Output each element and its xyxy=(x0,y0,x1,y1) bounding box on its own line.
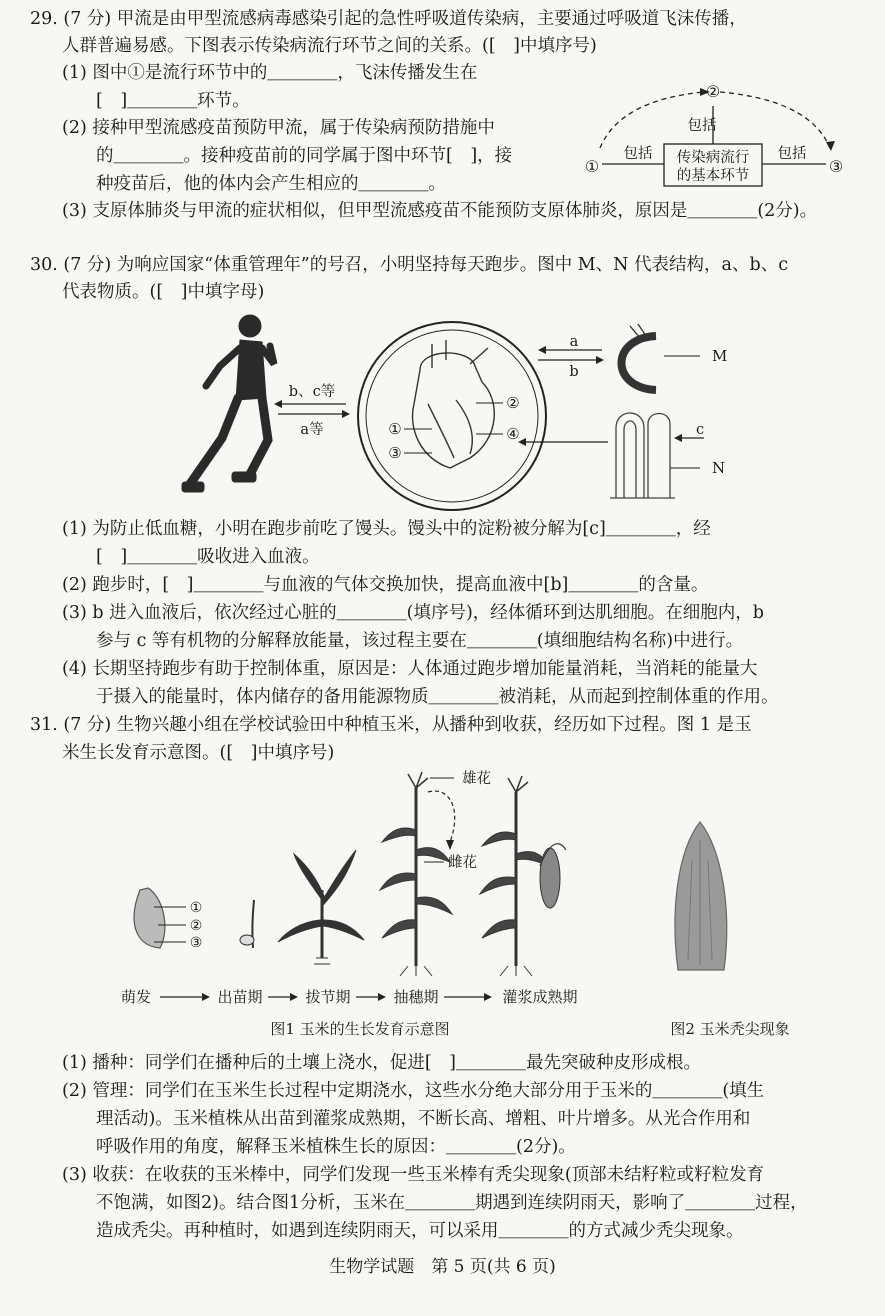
stage-arrowhead-3 xyxy=(378,993,386,1001)
corn-ear-bald-tip xyxy=(675,822,727,970)
heart-label-3: ③ xyxy=(388,444,402,462)
label-a-etc: a等 xyxy=(300,422,324,438)
corn-young-plant xyxy=(278,850,364,964)
q31-part3-line2: 不饱满，如图2)。结合图1分析，玉米在＿＿＿＿期遇到连续阴雨天，影响了＿＿＿＿过程， xyxy=(96,1193,808,1213)
heart-outer-ring xyxy=(358,322,546,510)
include-right-label: 包括 xyxy=(777,146,807,162)
node-1: ① xyxy=(584,157,600,176)
stage-emergence: 出苗期 xyxy=(217,988,263,1006)
q29-part2-line3: 种疫苗后，他的体内会产生相应的＿＿＿＿。 xyxy=(96,174,446,194)
q30-part3-line2: 参与 c 等有机物的分解释放能量，该过程主要在＿＿＿＿(填细胞结构名称)中进行。 xyxy=(96,631,744,651)
corn-seed xyxy=(134,888,165,948)
heart-label-4: ④ xyxy=(506,425,520,443)
q29-part2-line1: (2) 接种甲型流感疫苗预防甲流，属于传染病预防措施中 xyxy=(62,118,495,138)
q31-part2-line2: 理活动)。玉米植株从出苗到灌浆成熟期，不断长高、增粗、叶片增多。从光合作用和 xyxy=(96,1109,751,1129)
heart-illustration xyxy=(413,340,495,468)
label-b-c-etc: b、c等 xyxy=(288,384,336,400)
arrow-in-head xyxy=(342,410,350,418)
label-female-flower: 雌花 xyxy=(448,855,477,871)
alveolus-M xyxy=(622,336,657,390)
villus-N xyxy=(610,413,675,498)
q29-stem-line2: 人群普遍易感。下图表示传染病流行环节之间的关系。([ ]中填序号) xyxy=(62,36,597,56)
q30-stem-line1: 30. (7 分) 为响应国家“体重管理年”的号召，小明坚持每天跑步。图中 M、N 代表结构，a、b、c xyxy=(30,255,788,275)
label-c: c xyxy=(695,422,705,438)
q31-part3-line3: 造成秃尖。再种植时，如遇到连续阴雨天，可以采用＿＿＿＿的方式减少秃尖现象。 xyxy=(96,1221,744,1241)
q31-part1: (1) 播种：同学们在播种后的土壤上浇水，促进[ ]＿＿＿＿最先突破种皮形成根。 xyxy=(62,1053,702,1073)
node-3: ③ xyxy=(828,157,844,176)
q30-stem-line2: 代表物质。([ ]中填字母) xyxy=(62,282,265,302)
q31-stem-line2: 米生长发育示意图。([ ]中填序号) xyxy=(62,743,335,763)
include-left-label: 包括 xyxy=(623,146,653,162)
pollination-dashed-arrow xyxy=(428,791,455,842)
runner-figure xyxy=(182,315,274,492)
q30-part4-line1: (4) 长期坚持跑步有助于控制体重，原因是：人体通过跑步增加能量消耗，当消耗的能量大 xyxy=(62,659,758,679)
dashed-curve-right xyxy=(720,92,830,148)
heart-label-1: ① xyxy=(388,420,402,438)
heart-label-2: ② xyxy=(506,394,520,412)
pollination-arrowhead xyxy=(446,840,454,850)
running-body-diagram xyxy=(170,308,750,520)
stage-filling-maturity: 灌浆成熟期 xyxy=(502,988,578,1006)
q30-part1-line1: (1) 为防止低血糖，小明在跑步前吃了馒头。馒头中的淀粉被分解为[c]＿＿＿＿，经 xyxy=(62,519,711,539)
label-N: N xyxy=(712,459,726,477)
q29-part3: (3) 支原体肺炎与甲流的症状相似，但甲型流感疫苗不能预防支原体肺炎，原因是＿＿＿＿(2分)。 xyxy=(62,201,818,221)
q31-part2-line1: (2) 管理：同学们在玉米生长过程中定期浇水，这些水分绝大部分用于玉米的＿＿＿＿(填生 xyxy=(62,1081,765,1101)
stage-arrowhead-1 xyxy=(202,993,210,1001)
box-text-line1: 传染病流行 xyxy=(676,150,750,166)
epidemic-links-diagram xyxy=(580,78,850,196)
page-footer: 生物学试题 第 5 页(共 6 页) xyxy=(329,1257,556,1277)
stage-jointing: 拔节期 xyxy=(305,988,351,1006)
box-text-line2: 的基本环节 xyxy=(676,168,750,184)
q31-part2-line3: 呼吸作用的角度，解释玉米植株生长的原因：＿＿＿＿(2分)。 xyxy=(96,1137,576,1157)
corn-tasseling-plant xyxy=(380,772,452,976)
seed-label-3: ③ xyxy=(189,935,203,951)
stage-heading: 抽穗期 xyxy=(393,988,439,1006)
seed-label-1: ① xyxy=(189,900,203,916)
q30-part1-line2: [ ]＿＿＿＿吸收进入血液。 xyxy=(96,547,320,567)
label-a: a xyxy=(569,334,579,350)
arrow-c-head xyxy=(674,434,682,442)
stage-arrowhead-4 xyxy=(484,993,492,1001)
arrow-out-head xyxy=(274,400,282,408)
q29-part1-line1: (1) 图中①是流行环节中的＿＿＿＿，飞沫传播发生在 xyxy=(62,63,478,83)
label-b: b xyxy=(569,364,579,380)
q31-part3-line1: (3) 收获：在收获的玉米棒中，同学们发现一些玉米棒有秃尖现象(顶部未结籽粒或籽粒发育 xyxy=(62,1165,765,1185)
arrow-a-head xyxy=(538,346,546,354)
corn-growth-diagram xyxy=(110,770,830,1042)
include-top-label: 包括 xyxy=(687,118,717,134)
figure1-caption: 图1 玉米的生长发育示意图 xyxy=(270,1020,450,1038)
stage-arrowhead-2 xyxy=(290,993,298,1001)
q29-part2-line2: 的＿＿＿＿。接种疫苗前的同学属于图中环节[ ]，接 xyxy=(96,146,513,166)
q29-part1-line2: [ ]＿＿＿＿环节。 xyxy=(96,91,250,111)
node-2: ② xyxy=(705,82,721,101)
q30-part4-line2: 于摄入的能量时，体内储存的备用能源物质＿＿＿＿被消耗，从而起到控制体重的作用。 xyxy=(96,687,779,707)
q30-part2: (2) 跑步时，[ ]＿＿＿＿与血液的气体交换加快，提高血液中[b]＿＿＿＿的含量。 xyxy=(62,575,709,595)
q29-stem-line1: 29. (7 分) 甲流是由甲型流感病毒感染引起的急性呼吸道传染病，主要通过呼吸道飞沫传播， xyxy=(30,9,747,29)
corn-mature-plant xyxy=(480,776,566,976)
figure2-caption: 图2 玉米秃尖现象 xyxy=(670,1020,790,1038)
q31-stem-line1: 31. (7 分) 生物兴趣小组在学校试验田中种植玉米，从播种到收获，经历如下过程。图 1 是玉 xyxy=(30,715,752,735)
seed-label-2: ② xyxy=(189,918,203,934)
heart-inner-ring xyxy=(366,330,538,502)
label-M: M xyxy=(712,347,728,365)
arrowhead-to-3 xyxy=(826,141,835,151)
arrow-b-head xyxy=(596,356,604,364)
q30-part3-line1: (3) b 进入血液后，依次经过心脏的＿＿＿＿(填序号)，经体循环到达肌细胞。在细胞内，b xyxy=(62,603,764,623)
label-male-flower: 雄花 xyxy=(462,771,491,787)
corn-seedling xyxy=(240,900,254,948)
stage-germination: 萌发 xyxy=(120,988,152,1006)
